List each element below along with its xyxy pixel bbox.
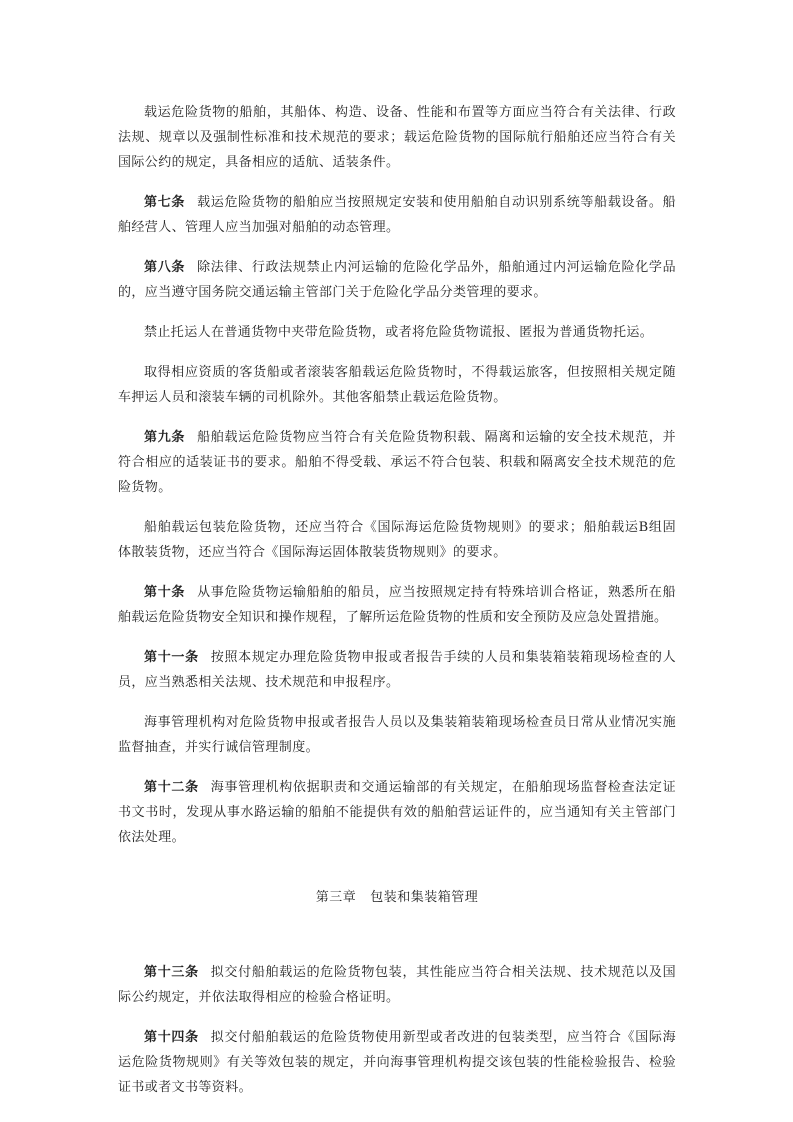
- paragraph-text: 载运危险货物的船舶，其船体、构造、设备、性能和布置等方面应当符合有关法律、行政法规、规章以及强制性标准和技术规范的要求；载运危险货物的国际航行船舶还应当符合有关国际公约的规定，具备相应的适航、适装条件。: [118, 105, 676, 170]
- article-14: [118, 1025, 676, 1100]
- article-heading: 第七条: [144, 195, 186, 210]
- article-text: 拟交付船舶载运的危险货物包装，其性能应当符合相关法规、技术规范以及国际公约规定，并依法取得相应的检验合格证明。: [118, 965, 676, 1005]
- article-12: [118, 775, 676, 850]
- article-text: 除法律、行政法规禁止内河运输的危险化学品外，船舶通过内河运输危险化学品的，应当遵守国务院交通运输主管部门关于危险化学品分类管理的要求。: [118, 260, 676, 300]
- chapter-heading: [118, 886, 676, 905]
- paragraph: [118, 710, 676, 760]
- paragraph: [118, 320, 676, 345]
- document-body: [118, 100, 676, 1115]
- article-heading: 第十三条: [144, 965, 199, 980]
- article-heading: 第九条: [144, 430, 186, 445]
- paragraph-text: 船舶载运包装危险货物，还应当符合《国际海运危险货物规则》的要求；船舶载运B组固体散装货物，还应当符合《国际海运固体散装货物规则》的要求。: [118, 520, 676, 560]
- article-text: 拟交付船舶载运的危险货物使用新型或者改进的包装类型，应当符合《国际海运危险货物规则》有关等效包装的规定，并向海事管理机构提交该包装的性能检验报告、检验证书或者文书等资料。: [118, 1030, 676, 1095]
- chapter-number: 第三章: [315, 890, 357, 905]
- chapter-title: 包装和集装箱管理: [370, 890, 479, 905]
- article-text: 按照本规定办理危险货物申报或者报告手续的人员和集装箱装箱现场检查的人员，应当熟悉相关法规、技术规范和申报程序。: [118, 650, 676, 690]
- article-13: [118, 960, 676, 1010]
- article-11: [118, 645, 676, 695]
- paragraph: [118, 515, 676, 565]
- article-text: 船舶载运危险货物应当符合有关危险货物积载、隔离和运输的安全技术规范，并符合相应的适装证书的要求。船舶不得受载、承运不符合包装、积载和隔离安全技术规范的危险货物。: [118, 430, 676, 495]
- paragraph-text: 禁止托运人在普通货物中夹带危险货物，或者将危险货物谎报、匿报为普通货物托运。: [144, 325, 654, 340]
- article-10: [118, 580, 676, 630]
- paragraph-text: 取得相应资质的客货船或者滚装客船载运危险货物时，不得载运旅客，但按照相关规定随车押运人员和滚装车辆的司机除外。其他客船禁止载运危险货物。: [118, 365, 676, 405]
- article-7: [118, 190, 676, 240]
- article-heading: 第八条: [144, 260, 186, 275]
- article-text: 从事危险货物运输船舶的船员，应当按照规定持有特殊培训合格证，熟悉所在船舶载运危险货物安全知识和操作规程，了解所运危险货物的性质和安全预防及应急处置措施。: [118, 585, 676, 625]
- article-9: [118, 425, 676, 500]
- article-text: 载运危险货物的船舶应当按照规定安装和使用船舶自动识别系统等船载设备。船舶经营人、管理人应当加强对船舶的动态管理。: [118, 195, 676, 235]
- article-heading: 第十二条: [144, 780, 199, 795]
- paragraph-text: 海事管理机构对危险货物申报或者报告人员以及集装箱装箱现场检查员日常从业情况实施监督抽查，并实行诚信管理制度。: [118, 715, 676, 755]
- article-heading: 第十四条: [144, 1030, 199, 1045]
- paragraph: [118, 100, 676, 175]
- article-heading: 第十一条: [144, 650, 199, 665]
- paragraph: [118, 360, 676, 410]
- article-heading: 第十条: [144, 585, 186, 600]
- article-text: 海事管理机构依据职责和交通运输部的有关规定，在船舶现场监督检查法定证书文书时，发现从事水路运输的船舶不能提供有效的船舶营运证件的，应当通知有关主管部门依法处理。: [118, 780, 676, 845]
- article-8: [118, 255, 676, 305]
